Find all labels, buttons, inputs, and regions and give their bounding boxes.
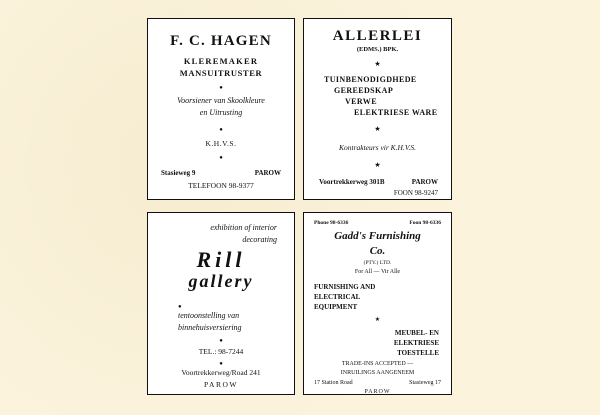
gadd-furnishing-line: EQUIPMENT xyxy=(314,303,358,311)
gadd-phone-af: Foon 98-6336 xyxy=(409,220,441,226)
hagen-name: F. C. HAGEN xyxy=(170,33,272,49)
ad-allerlei xyxy=(303,18,452,200)
allerlei-product: GEREEDSKAP xyxy=(334,86,394,95)
ad-gadds-furnishing xyxy=(303,212,452,395)
rill-town: PAROW xyxy=(204,380,238,389)
gadd-tradeins-af: INRUILINGS AANGENEEM xyxy=(340,370,415,376)
gadd-for-all: For All — Vir Alle xyxy=(354,269,401,275)
rill-afrikaans-line1: tentoonstelling van xyxy=(178,311,240,320)
rill-address: Voortrekkerweg/Road 241 xyxy=(181,368,261,377)
allerlei-name: ALLERLEI xyxy=(332,28,423,44)
rill-gallery-word: gallery xyxy=(188,271,254,291)
ad-fc-hagen xyxy=(147,18,295,200)
bullet-icon: ● xyxy=(219,127,223,133)
allerlei-product: ELEKTRIESE WARE xyxy=(354,108,438,117)
bullet-icon: ● xyxy=(219,155,223,161)
allerlei-subtitle: (EDMS.) BPK. xyxy=(356,46,399,53)
allerlei-product: TUINBENODIGDHEDE xyxy=(324,75,417,84)
hagen-trade-line1: KLEREMAKER xyxy=(183,56,259,66)
star-icon: ★ xyxy=(374,161,381,169)
gadd-name: Gadd's Furnishing xyxy=(334,230,421,242)
gadd-tradeins-en: TRADE-INS ACCEPTED — xyxy=(341,361,414,367)
rill-exhibition-line2: decorating xyxy=(242,235,277,244)
rill-afrikaans-line2: binnehuisversiering xyxy=(178,323,242,332)
gadd-co: Co. xyxy=(369,245,386,257)
gadd-phone-en: Phone 98-6336 xyxy=(314,220,349,226)
gadd-meubel-line: ELEKTRIESE xyxy=(393,339,439,347)
ad-rill-gallery xyxy=(147,212,295,395)
rill-name: Rill xyxy=(196,247,246,272)
allerlei-address: Voortrekkerweg 301B xyxy=(319,178,385,186)
allerlei-phone: FOON 98-9247 xyxy=(393,189,438,197)
bullet-icon: ● xyxy=(219,85,223,91)
hagen-phone: TELEFOON 98-9377 xyxy=(188,181,254,190)
hagen-trade-line2: MANSUITRUSTER xyxy=(179,68,263,78)
star-icon: ★ xyxy=(374,317,381,323)
hagen-slogan-line2: en Uitrusting xyxy=(199,108,243,117)
allerlei-town: PAROW xyxy=(411,178,438,186)
hagen-khvs: K.H.V.S. xyxy=(205,139,237,148)
gadd-furnishing-line: ELECTRICAL xyxy=(314,293,361,301)
hagen-address: Stasieweg 9 xyxy=(161,169,196,177)
allerlei-contractors: Kontrakteurs vir K.H.V.S. xyxy=(339,143,416,152)
gadd-address-af: Stasieweg 17 xyxy=(409,380,441,386)
gadd-furnishing-line: FURNISHING AND xyxy=(314,283,376,291)
gadd-pty: (PTY.) LTD. xyxy=(363,260,392,266)
hagen-town: PAROW xyxy=(254,169,281,177)
hagen-slogan-line1: Voorsiener van Skoolkleure xyxy=(177,96,265,105)
gadd-town: PAROW xyxy=(364,389,391,395)
allerlei-product: VERWE xyxy=(345,97,377,106)
bullet-icon: ● xyxy=(219,361,223,367)
bullet-icon: ● xyxy=(178,304,182,310)
rill-exhibition-line1: exhibition of interior xyxy=(210,223,277,232)
gadd-meubel-line: TOESTELLE xyxy=(397,349,439,357)
bullet-icon: ● xyxy=(219,338,223,344)
gadd-meubel-line: MEUBEL- EN xyxy=(394,329,439,337)
rill-phone: TEL.: 98-7244 xyxy=(198,347,244,356)
star-icon: ★ xyxy=(374,60,381,68)
star-icon: ★ xyxy=(374,125,381,133)
gadd-address-en: 17 Station Road xyxy=(314,380,353,386)
